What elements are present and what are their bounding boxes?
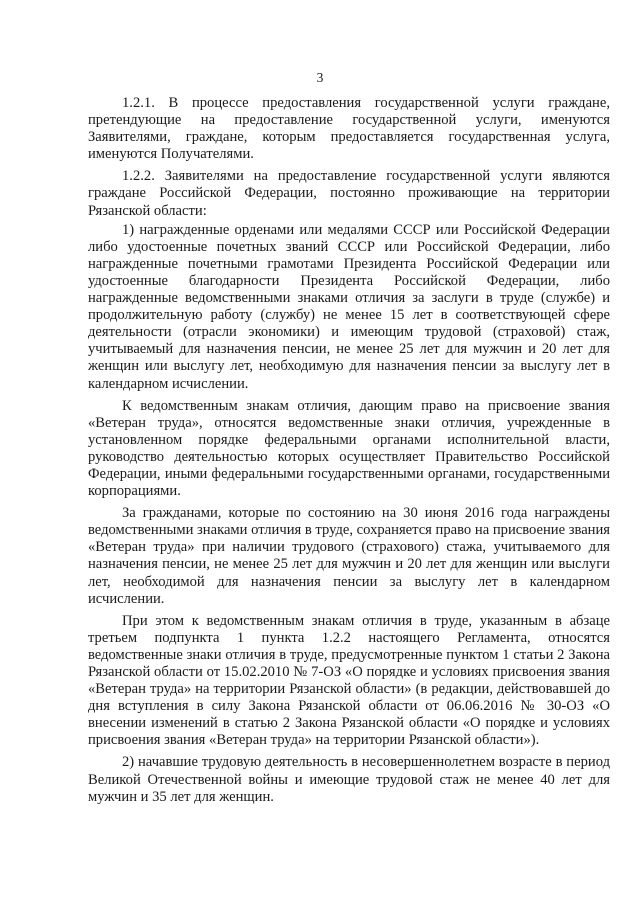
page-number: 3 bbox=[316, 70, 324, 85]
paragraph-1-2-2: 1.2.2. Заявителями на предоставление государственной услуги являются граждане Российской Федерации, постоянно проживающие на территории Рязанской области: bbox=[88, 168, 610, 219]
paragraph-law-reference: При этом к ведомственным знакам отличия в труде, указанным в абзаце третьем подпункта 1 пункта 1.2.2 настоящего Регламента, относятся ведомственные знаки отличия в труде, предусмотренные пунктом 1 статьи 2 Закона Рязанской области от 15.02.2010 № 7-ОЗ «О порядке и условиях присвоения звания «Ветеран труда» на территории Рязанской области» (в редакции, действовавшей до дня вступления в силу Закона Рязанской области от 06.06.2016 № 30-ОЗ «О внесении изменений в статью 2 Закона Рязанской области «О порядке и условиях присвоения звания «Ветеран труда» на территории Рязанской области»). bbox=[88, 612, 610, 749]
paragraph-departmental-insignia: К ведомственным знакам отличия, дающим право на присвоение звания «Ветеран труда», относятся ведомственные знаки отличия, учрежденные в установленном порядке федеральными органами исполнительной власти, руководство деятельностью которых осуществляет Правительство Российской Федерации, иными федеральными государственными органами, государственными корпорациями. bbox=[88, 397, 610, 500]
paragraph-item-2: 2) начавшие трудовую деятельность в несовершеннолетнем возрасте в период Великой Отечественной войны и имеющие трудовой стаж не менее 40 лет для мужчин и 35 лет для женщин. bbox=[88, 754, 610, 805]
document-body bbox=[88, 95, 610, 811]
paragraph-1-2-1: 1.2.1. В процессе предоставления государственной услуги граждане, претендующие на предоставление государственной услуги, именуются Заявителями, граждане, которым предоставляется государственная услуга, именуются Получателями. bbox=[88, 95, 610, 163]
paragraph-item-1: 1) награжденные орденами или медалями СССР или Российской Федерации либо удостоенные почетных званий СССР или Российской Федерации, либо награжденные почетными грамотами Президента Российской Федерации или удостоенные благодарности Президента Российской Федерации, либо награжденные ведомственными знаками отличия за заслуги в труде (службе) и продолжительную работу (службу) не менее 15 лет в соответствующей сфере деятельности (отрасли экономики) и имеющим трудовой (страховой) стаж, учитываемый для назначения пенсии, не менее 25 лет для мужчин и 20 лет для женщин или выслугу лет, необходимую для назначения пенсии за выслугу лет в календарном исчислении. bbox=[88, 221, 610, 392]
paragraph-2016-awardees: За гражданами, которые по состоянию на 30 июня 2016 года награждены ведомственными знаками отличия в труде, сохраняется право на присвоение звания «Ветеран труда» при наличии трудового (страхового) стажа, учитываемого для назначения пенсии, не менее 25 лет для мужчин и 20 лет для женщин или выслуги лет, необходимой для назначения пенсии за выслугу лет в календарном исчислении. bbox=[88, 505, 610, 607]
